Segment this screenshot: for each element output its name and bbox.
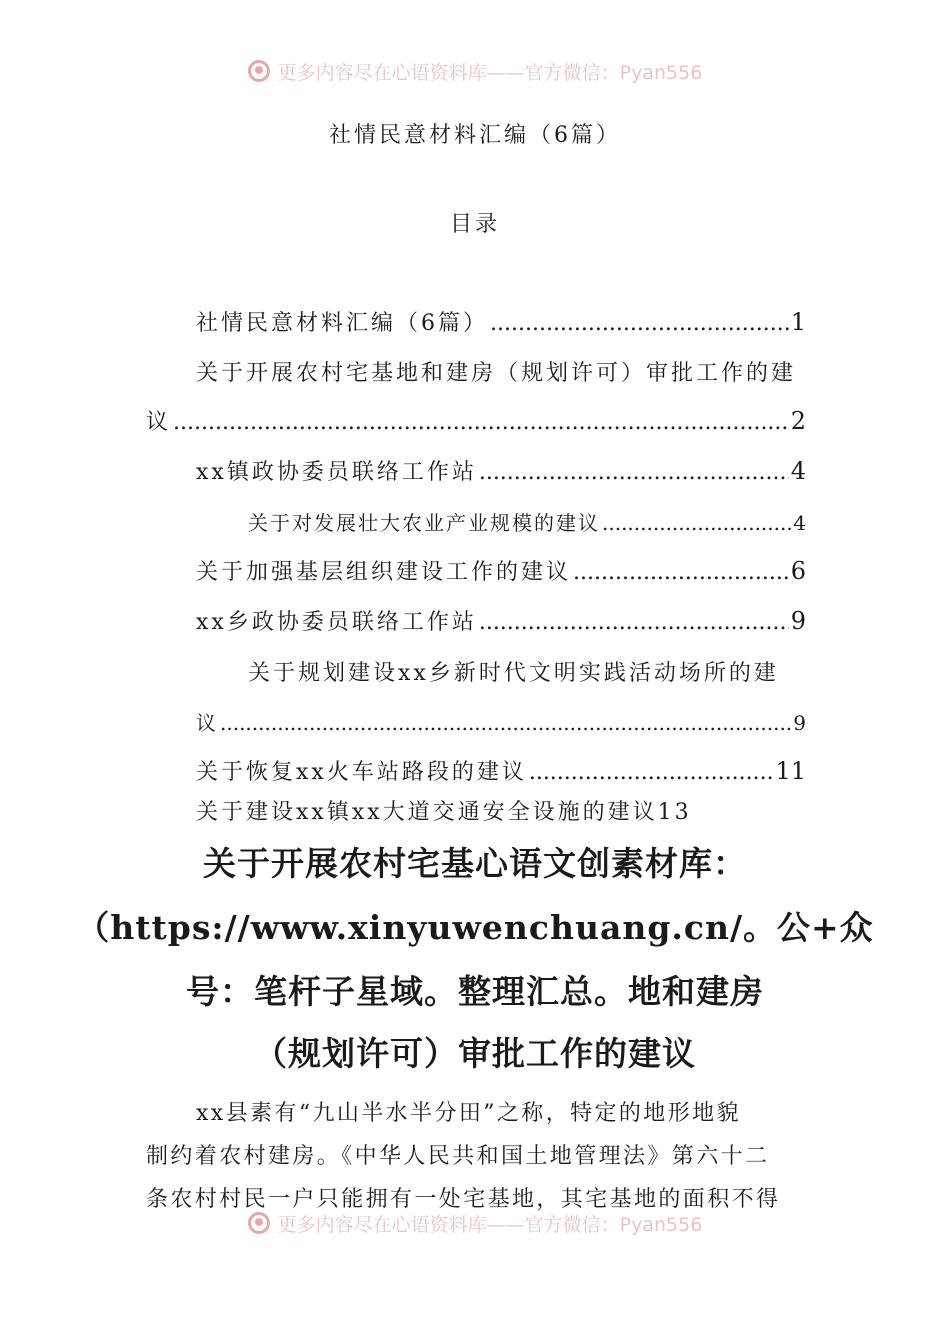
body-text-line: 条农村村民一户只能拥有一处宅基地，其宅基地的面积不得 xyxy=(146,1187,781,1212)
toc-entry-text: xx乡政协委员联络工作站 xyxy=(196,610,477,635)
toc-entry[interactable] xyxy=(196,755,806,786)
toc-page-number: 1 xyxy=(790,308,806,336)
toc-entry[interactable] xyxy=(196,306,806,337)
toc-entry-text: 关于恢复xx火车站路段的建议 xyxy=(196,760,527,785)
toc-entry-text: 议 xyxy=(146,410,172,435)
toc-entry-text: 社情民意材料汇编（6篇） xyxy=(196,311,488,336)
toc-page-number: 4 xyxy=(790,457,806,485)
section-heading-line: （规划许可）审批工作的建议 xyxy=(254,1034,696,1073)
toc-entry[interactable]: 关于建设xx镇xx大道交通安全设施的建议13 xyxy=(196,800,692,825)
toc-leader-dots xyxy=(602,511,791,535)
toc-entry-text: xx镇政协委员联络工作站 xyxy=(196,460,477,485)
toc-entry-text: 关于加强基层组织建设工作的建议 xyxy=(196,560,572,585)
toc-leader-dots xyxy=(529,760,774,785)
toc-entry[interactable] xyxy=(196,605,806,636)
toc-entry[interactable] xyxy=(146,405,806,436)
watermark-bottom xyxy=(0,1208,950,1238)
toc-page-number: 2 xyxy=(790,407,806,435)
toc-entry-line1[interactable]: 关于开展农村宅基地和建房（规划许可）审批工作的建 xyxy=(196,361,797,386)
toc-page-number: 6 xyxy=(790,557,806,585)
toc-page-number: 9 xyxy=(793,711,806,735)
toc-leader-dots xyxy=(173,410,789,435)
toc-entry[interactable] xyxy=(248,507,806,536)
toc-entry[interactable] xyxy=(196,707,806,736)
watermark-text: 更多内容尽在心语资料库——官方微信：Pyan556 xyxy=(277,1213,703,1236)
toc-entry[interactable] xyxy=(196,555,806,586)
toc-entry-text: 议 xyxy=(196,711,218,735)
toc-entry-line1[interactable]: 关于规划建设xx乡新时代文明实践活动场所的建 xyxy=(248,661,779,686)
body-text-line: 制约着农村建房。《中华人民共和国土地管理法》第六十二 xyxy=(146,1144,770,1169)
section-heading-line: 关于开展农村宅基心语文创素材库： xyxy=(203,844,747,883)
section-heading-line: 号：笔杆子星域。整理汇总。地和建房 xyxy=(186,972,764,1011)
logo-icon xyxy=(248,60,270,82)
toc-leader-dots xyxy=(490,311,789,336)
toc-leader-dots xyxy=(479,610,789,635)
toc-leader-dots xyxy=(479,460,789,485)
toc-page-number: 4 xyxy=(793,511,806,535)
section-heading-line: （https://www.xinyuwenchuang.cn/。公+众 xyxy=(76,908,874,947)
toc-leader-dots xyxy=(220,711,791,735)
toc-title: 目录 xyxy=(449,212,500,237)
toc-entry[interactable] xyxy=(196,455,806,486)
toc-page-number: 11 xyxy=(775,757,806,785)
document-title: 社情民意材料汇编（6篇） xyxy=(329,123,621,148)
logo-icon xyxy=(248,1212,270,1234)
body-text-line: xx县素有“九山半水半分田”之称，特定的地形地貌 xyxy=(196,1101,741,1126)
watermark-top xyxy=(0,56,950,86)
toc-page-number: 9 xyxy=(790,607,806,635)
toc-entry-text: 关于对发展壮大农业产业规模的建议 xyxy=(248,511,600,535)
toc-leader-dots xyxy=(573,560,789,585)
watermark-text: 更多内容尽在心语资料库——官方微信：Pyan556 xyxy=(277,61,703,84)
